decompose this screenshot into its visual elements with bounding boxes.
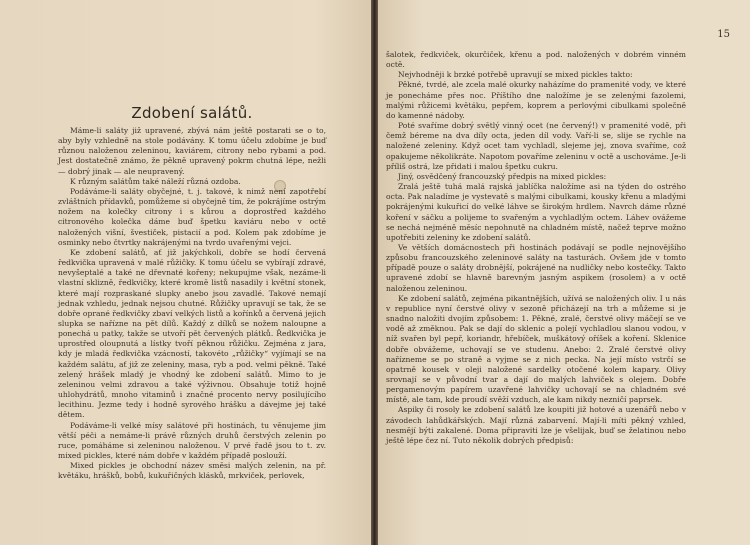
paragraph: Poté svaříme dobrý světlý vinný ocet (ne červený!) v pramenité vodě, při čemž béreme na dva díly octa, jeden díl vody. Vaří-li se, slije se rychle na naložené zeleniny. Když ocet tam vychladl, slejeme jej, znova svaříme, což opakujeme několikráte. Napotom povaříme zeleninu v octě a uschováme. Je-li příliš ostrá, lze přidati i malou špetku cukru. [386, 121, 686, 171]
paragraph: Máme-li saláty již upravené, zbývá nám ještě postarati se o to, aby byly vzhledně na stole podávány. K tomu účelu zdobíme je buď různou naloženou zeleninou, kaviárem, citrony nebo rybami a pod. Jest dostatečně známo, že pěkně upravený pokrm chutná lépe, nežli — dobrý jinak — ale neupravený. [58, 126, 326, 176]
paragraph: Pěkné, tvrdé, ale zcela malé okurky naházíme do pramenité vody, ve které je ponecháme přes noc. Příštího dne naložíme je se zelenými fazolemi, malými růžicemi květáku, pepřem, koprem a perlovými cibulkami společně do kamenné nádoby. [386, 80, 686, 120]
right-page [378, 0, 750, 545]
paragraph: Jiný, osvědčený francouzský předpis na mixed pickles: [398, 171, 607, 181]
right-page-body [386, 50, 686, 446]
paragraph: Podáváme-li velké mísy salátové při hostinách, tu věnujeme jim větší péči a nemáme-li právě různých druhů čerstvých zelenin po ruce, pomáháme si zeleninou naloženou. V prvé řadě jsou to t. zv. mixed pickles, které nám dobře v každém případě poslouží. [58, 420, 326, 460]
chapter-title: Zdobení salátů. [131, 104, 253, 122]
paragraph: Mixed pickles je obchodní název směsi malých zelenin, na př. květáku, hrášků, bobů, kukuřičných klásků, mrkviček, perlovek, [58, 461, 326, 481]
left-page [0, 0, 371, 545]
paragraph: Nejvhodněji k brzké potřebě upravují se mixed pickles takto: [398, 70, 633, 80]
paragraph: Podáváme-li saláty obyčejné, t. j. takové, k nimž není zapotřebí zvláštních přídavků, pomůžeme si obyčejně tím, že pokrájíme ostrým nožem na kolečky citrony i s kůrou a doprostřed každého citronového kolečka dáme buď špetku kaviáru nebo v octě naložených višní, švestiček, pistacií a pod. Kolem pak zdobíme je osminky nebo čtvrtky nakrájenými na tvrdo uvařenými vejci. [58, 186, 326, 247]
paragraph: K různým salátům také náleží různá ozdoba. [70, 176, 241, 186]
book-gutter [371, 0, 378, 545]
paragraph: Ve větších domácnostech při hostinách podávají se podle nejnovějšího způsobu francouzského zeleninové saláty na tasturách. Ovšem jde v tomto případě pouze o saláty drobnější, pokrájené na nudličky nebo kostečky. Takto upravené zdobí se hlavně barevným jasným aspikem (rosolem) a v octě naloženou zeleninou. [386, 242, 686, 293]
paragraph: Zralá ještě tuhá malá rajská jablíčka naložíme asi na týden do ostrého octa. Pak naladíme je vystevatě s malými cibulkami, kousky křenu a mladými pokrájenými kukuřicí do velké láhve se širokým hrdlem. Navrch dáme různé koření v sáčku a polijeme to svařeným a vychladlým octem. Láhev ovážeme se nechá nejméně měsíc nepohnutě na chladném místě, načež teprve možno upotřebiti zeleniny ke zdobení salátů. [386, 182, 686, 242]
left-page-body [58, 126, 326, 481]
paragraph: Aspiky či rosoly ke zdobení salátů lze koupiti již hotové a uzenářů nebo v závodech lahůdkářských. Mají různá zabarvení. Mají-li míti pěkný vzhled, nesmějí býti zakalené. Doma připraviti lze je všelijak, buď se želatinou nebo ještě lépe čez ní. Tuto několik dobrých předpisů: [386, 405, 686, 445]
paragraph: Ke zdobení salátů, ať již jakýchkoli, dobře se hodí červená ředkvička upravená v malé růžičky. K tomu účelu se vybírají zdravé, nevyšeptalé a také ne dřevnaté kořeny; nekupujme však, nezáme-li vlastní sklizně, ředkvičky, které kromě listů nasadily i květní stonek, které mají rozpraskané slupky anebo jsou zavadlé. Takové nemají jednak vzhledu, jednak nejsou chutné. Růžičky upravují se tak, že se dobře oprané ředkvičky zbaví velkých listů a kořínků a červená jejich slupka se nařízne na pět dílů. Každý z dílků se nožem naloupne a ponechá u patky, takže se utvoří pět červených plátků. Ředkvička je uprostřed oloupnutá a lístky tvoří pěknou růžičku. Zejména z jara, kdy je mladá ředkvička vzácností, takovéto „růžičky“ vyjímají se na každém salátu, ať již ze zeleniny, masa, ryb a pod. velmi pěkně. Také zelený hrášek mladý je vhodný ke zdobení salátů. Mimo to je zeleninou velmi zdravou a také výživnou. Obsahuje totiž hojně uhlohydrátů, mnoho vitaminů i značné procento nervy posilujícího lecithinu. Jezme tedy i hodně syrového hrášku a dávejme jej také dětem. [58, 247, 326, 420]
paragraph: šalotek, ředkviček, okurčiček, křenu a pod. naložených v dobrém vinném octě. [386, 50, 686, 70]
page-number: 15 [717, 29, 730, 40]
paragraph: Ke zdobení salátů, zejména pikantnějších, užívá se naložených oliv. I u nás v republice nyní čerstvé olivy v sezoně přicházejí na trh a můžeme si je snadno naložiti dvojím způsobem: 1. Pěkné, zralé, čerstvé olivy máčejí se ve vodě až změknou. Pak se dají do sklenic a polejí vychladlou slanou vodou, v níž svařen byl pepř, koriandr, hřebíček, muškátový oříšek a koření. Sklenice dobře obvážeme, uchovají se ve studenu. Anebo: 2. Zralé čerstvé olivy nařízneme se po straně a vyjme se z nich pecka. Na její místo vstrčí se opatrně kousek v oleji naložené sardelky otočené kolem kapary. Olivy srovnají se v původní tvar a dají do malých lahviček s olejem. Dobře pergamenovým papírem uzavřené lahvičky uchovají se na chladném své místě, ale tam, kde proudí svěží vzduch, ale kam nikdy nezničí paprsek. [386, 293, 686, 405]
